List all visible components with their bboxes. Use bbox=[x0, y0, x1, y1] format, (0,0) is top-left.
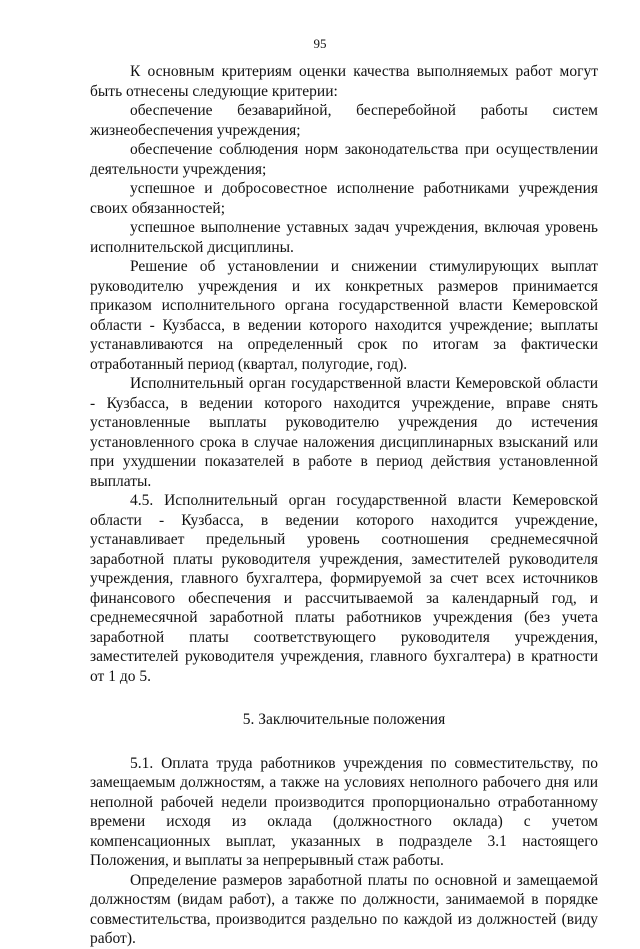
paragraph: Исполнительный орган государственной власти Кемеровской области - Кузбасса, в ведении которого находится учреждение, вправе снять установленные выплаты руководителю учреждения до истечения установленного срока в случае наложения дисциплинарных взысканий или при ухудшении показателей в работе в период действия установленной выплаты. bbox=[90, 375, 598, 490]
section-title: 5. Заключительные положения bbox=[242, 711, 446, 728]
paragraph: К основным критериям оценки качества выполняемых работ могут быть отнесены следующие критерии: bbox=[90, 63, 598, 100]
paragraph: Определение размеров заработной платы по основной и замещаемой должностям (видам работ), а также по должности, занимаемой в порядке совместительства, производится раздельно по каждой из должностей (виду работ). bbox=[90, 871, 598, 947]
paragraph: обеспечение безаварийной, бесперебойной работы систем жизнеобеспечения учреждения; bbox=[90, 102, 598, 139]
document-body bbox=[90, 62, 598, 949]
paragraph: обеспечение соблюдения норм законодательства при осуществлении деятельности учреждения; bbox=[90, 141, 598, 178]
paragraph: успешное и добросовестное исполнение работниками учреждения своих обязанностей; bbox=[90, 180, 598, 217]
paragraph: успешное выполнение уставных задач учреждения, включая уровень исполнительской дисциплины. bbox=[90, 219, 598, 256]
page-number: 95 bbox=[313, 36, 327, 51]
paragraph: Решение об установлении и снижении стимулирующих выплат руководителю учреждения и их конкретных размеров принимается приказом исполнительного органа государственной власти Кемеровской области - Кузбасса, в ведении которого находится учреждение; выплаты устанавливаются на определенный срок по итогам за фактически отработанный период (квартал, полугодие, год). bbox=[90, 258, 598, 373]
paragraph: 4.5. Исполнительный орган государственной власти Кемеровской области - Кузбасса, в ведении которого находится учреждение, устанавливает предельный уровень соотношения среднемесячной заработной платы руководителя учреждения, заместителей руководителя учреждения, главного бухгалтера, формируемой за счет всех источников финансового обеспечения и рассчитываемой за календарный год, и среднемесячной заработной платы работников учреждения (без учета заработной платы соответствующего руководителя учреждения, заместителей руководителя учреждения, главного бухгалтера) в кратности от 1 до 5. bbox=[90, 492, 598, 685]
paragraph: 5.1. Оплата труда работников учреждения по совместительству, по замещаемым должностям, а также на условиях неполного рабочего дня или неполной рабочей недели производится пропорционально отработанному времени исходя из оклада (должностного оклада) с учетом компенсационных выплат, указанных в подразделе 3.1 настоящего Положения, и выплаты за непрерывный стаж работы. bbox=[90, 754, 598, 869]
